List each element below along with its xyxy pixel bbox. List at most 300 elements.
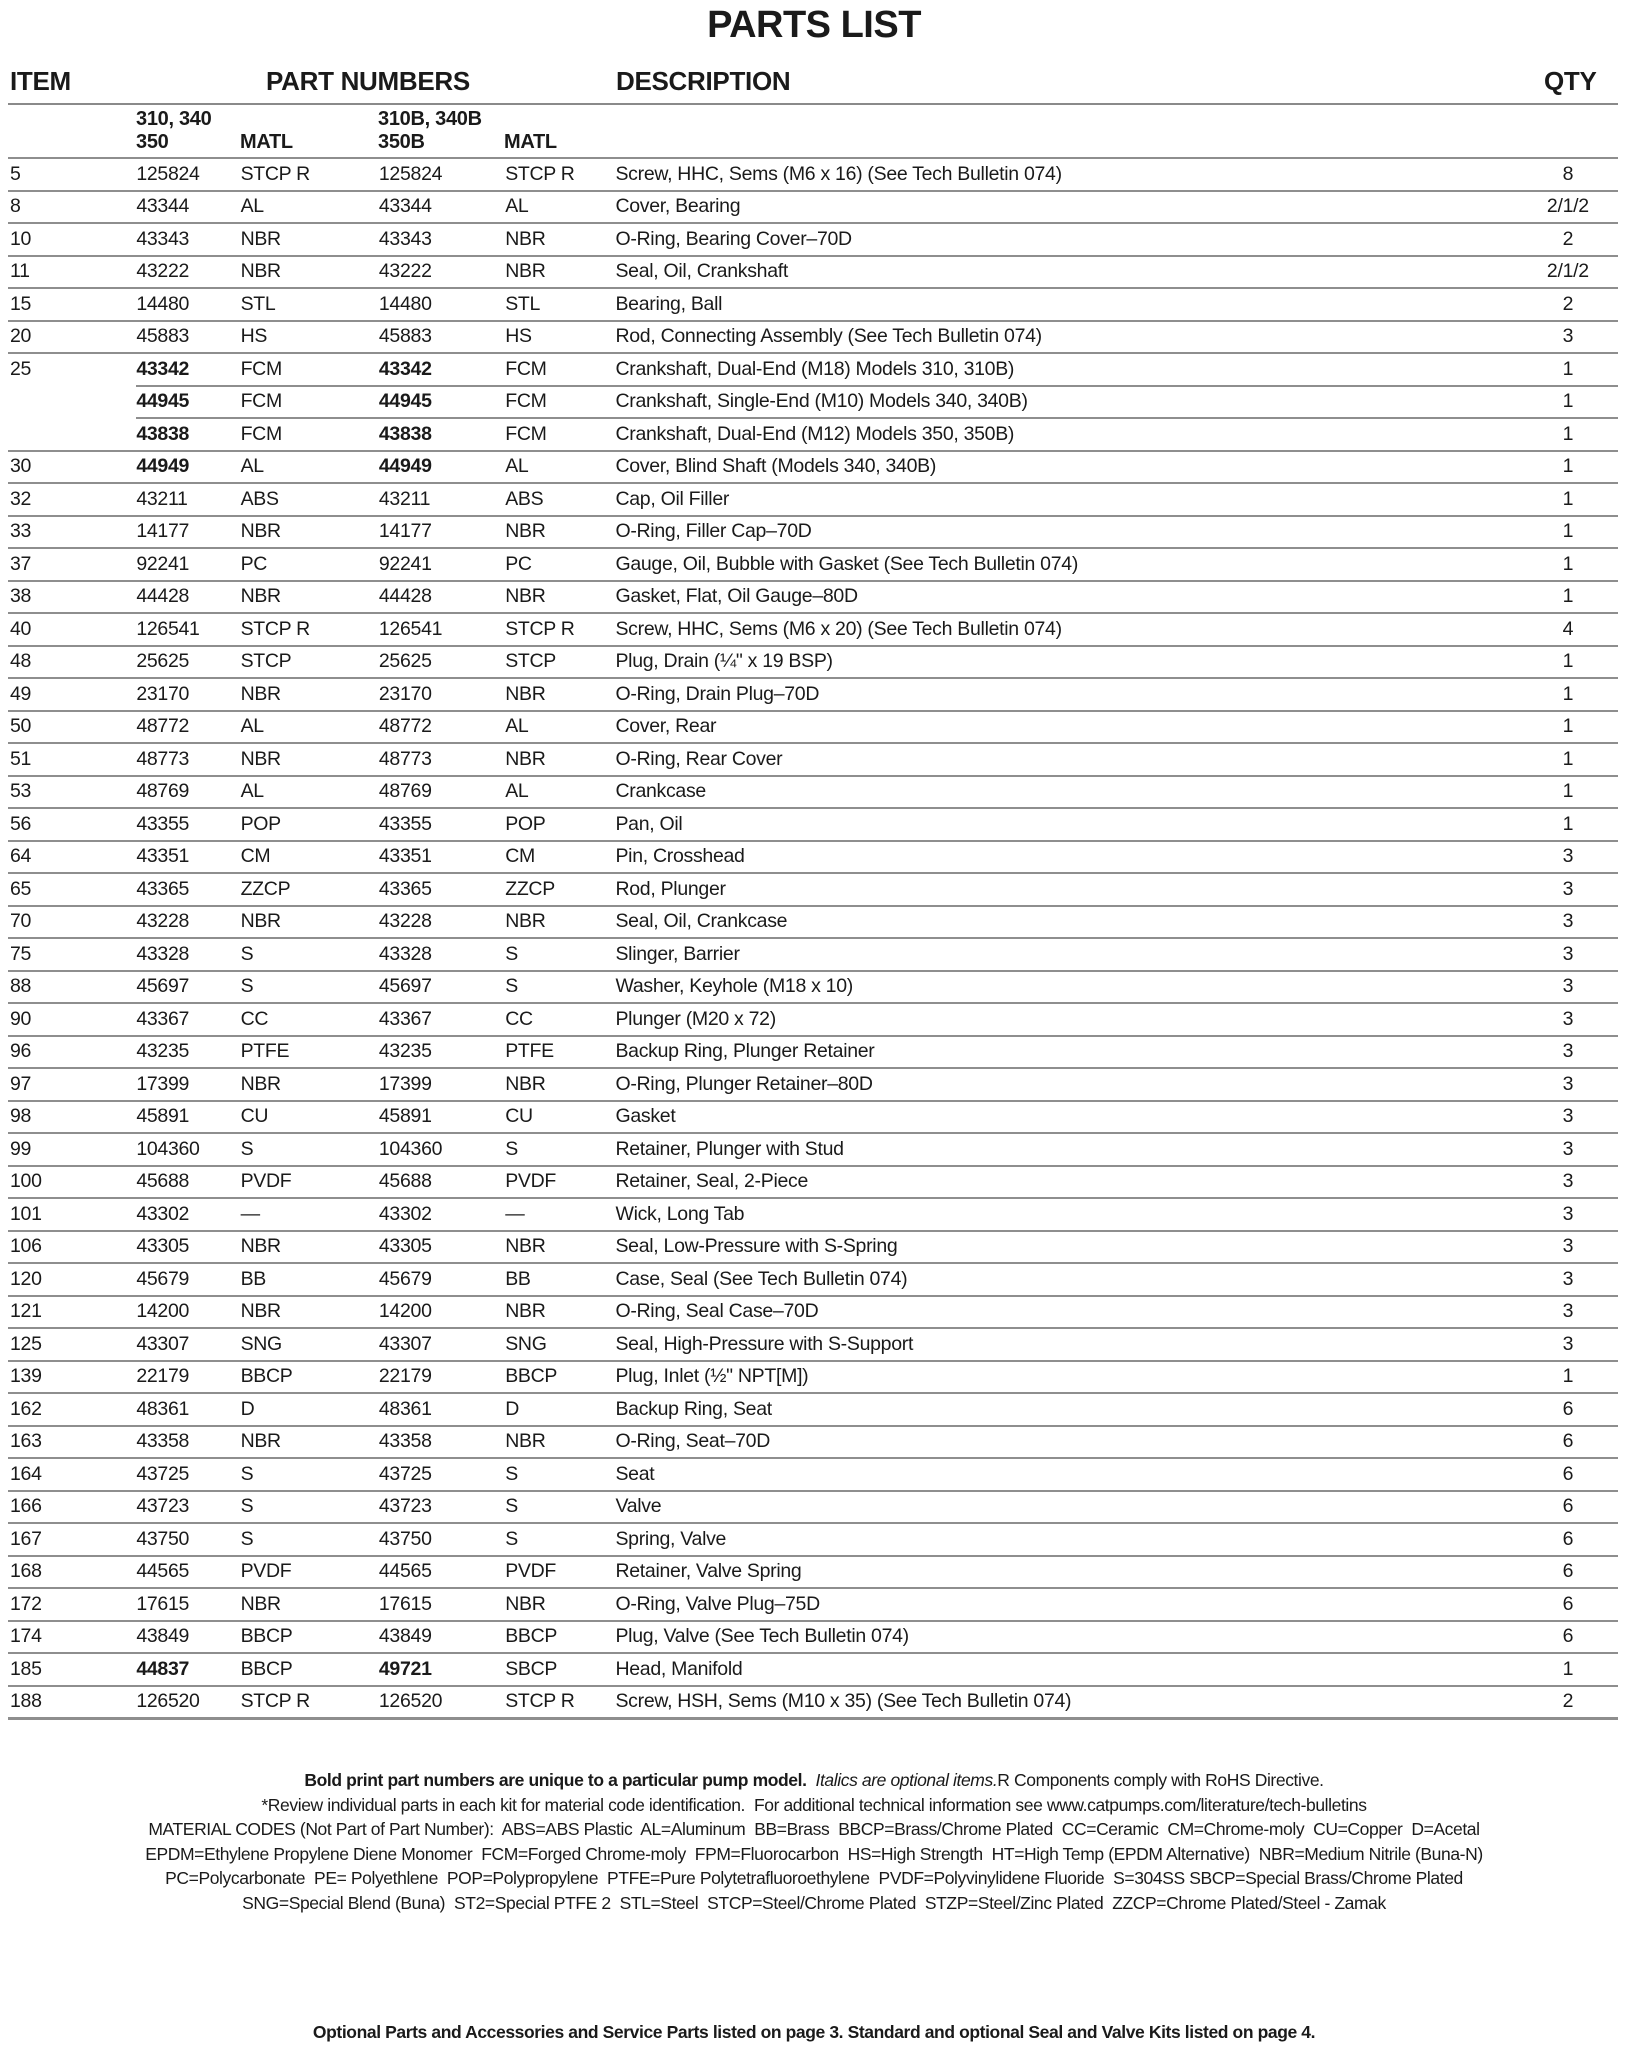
quantity: 6 [1518, 1458, 1618, 1491]
material-standard: BBCP [241, 1621, 379, 1654]
description: Seal, High-Pressure with S-Support [615, 1328, 1517, 1361]
quantity: 3 [1518, 841, 1618, 874]
item-number: 48 [8, 646, 136, 679]
material-codes-line-4: SNG=Special Blend (Buna) ST2=Special PTFE 2 STL=Steel STCP=Steel/Chrome Plated STZP=Steel/Zinc Plated ZZCP=Chrome Plated/Steel - Zamak [242, 1892, 1386, 1913]
quantity: 3 [1518, 1003, 1618, 1036]
model-group-2-line2: 350B [378, 131, 425, 153]
description: Cover, Rear [615, 711, 1517, 744]
material-standard: STCP [241, 646, 379, 679]
table-row [8, 938, 1618, 971]
part-number-standard: 126541 [136, 613, 240, 646]
part-number-b-model: 43367 [379, 1003, 505, 1036]
table-row [8, 743, 1618, 776]
item-number: 90 [8, 1003, 136, 1036]
part-number-standard: 23170 [136, 678, 240, 711]
material-standard: NBR [241, 1068, 379, 1101]
description: Wick, Long Tab [615, 1198, 1517, 1231]
quantity: 6 [1518, 1556, 1618, 1589]
part-number-standard: 44428 [136, 581, 240, 614]
part-number-b-model: 14200 [379, 1296, 505, 1329]
part-number-b-model: 44565 [379, 1556, 505, 1589]
quantity: 3 [1518, 1263, 1618, 1296]
table-row [8, 1393, 1618, 1426]
table-row [8, 483, 1618, 516]
description: Crankshaft, Dual-End (M12) Models 350, 350B) [615, 418, 1517, 451]
description: Cap, Oil Filler [615, 483, 1517, 516]
part-number-b-model: 45688 [379, 1166, 505, 1199]
item-number: 120 [8, 1263, 136, 1296]
part-number-standard: 43328 [136, 938, 240, 971]
table-row [8, 1361, 1618, 1394]
item-number: 100 [8, 1166, 136, 1199]
description: O-Ring, Rear Cover [615, 743, 1517, 776]
material-b-model: STCP [505, 646, 615, 679]
material-standard: S [241, 1133, 379, 1166]
description: Crankcase [615, 776, 1517, 809]
quantity: 1 [1518, 711, 1618, 744]
material-b-model: STCP R [505, 158, 615, 191]
description: Pan, Oil [615, 808, 1517, 841]
quantity: 1 [1518, 776, 1618, 809]
description: O-Ring, Seal Case–70D [615, 1296, 1517, 1329]
material-standard: CU [241, 1101, 379, 1134]
model-group-1-line1: 310, 340 [136, 108, 212, 130]
material-b-model: FCM [505, 386, 615, 419]
item-number: 185 [8, 1653, 136, 1686]
table-row [8, 1523, 1618, 1556]
material-b-model: ZZCP [505, 873, 615, 906]
material-standard: NBR [241, 1426, 379, 1459]
part-number-standard: 104360 [136, 1133, 240, 1166]
description: O-Ring, Valve Plug–75D [615, 1588, 1517, 1621]
item-number: 11 [8, 256, 136, 289]
material-standard: NBR [241, 516, 379, 549]
quantity: 6 [1518, 1523, 1618, 1556]
part-number-standard: 125824 [136, 158, 240, 191]
part-number-b-model: 126520 [379, 1686, 505, 1719]
part-number-b-model: 45891 [379, 1101, 505, 1134]
material-b-model: NBR [505, 1426, 615, 1459]
quantity: 1 [1518, 353, 1618, 386]
part-number-b-model: 43342 [379, 353, 505, 386]
item-number: 10 [8, 223, 136, 256]
description: Retainer, Valve Spring [615, 1556, 1517, 1589]
item-number: 139 [8, 1361, 136, 1394]
quantity: 1 [1518, 743, 1618, 776]
description: Valve [615, 1491, 1517, 1524]
part-number-b-model: 48773 [379, 743, 505, 776]
part-number-b-model: 43228 [379, 906, 505, 939]
description: Screw, HHC, Sems (M6 x 20) (See Tech Bulletin 074) [615, 613, 1517, 646]
material-standard: STCP R [241, 158, 379, 191]
part-number-standard: 43723 [136, 1491, 240, 1524]
material-standard: S [241, 1458, 379, 1491]
part-number-standard: 92241 [136, 548, 240, 581]
item-number: 20 [8, 321, 136, 354]
part-number-b-model: 92241 [379, 548, 505, 581]
material-b-model: NBR [505, 223, 615, 256]
table-row [8, 906, 1618, 939]
material-b-model: NBR [505, 516, 615, 549]
material-standard: PC [241, 548, 379, 581]
description: Plunger (M20 x 72) [615, 1003, 1517, 1036]
description: Washer, Keyhole (M18 x 10) [615, 971, 1517, 1004]
part-number-b-model: 49721 [379, 1653, 505, 1686]
part-number-b-model: 43750 [379, 1523, 505, 1556]
quantity: 6 [1518, 1621, 1618, 1654]
material-standard: BBCP [241, 1653, 379, 1686]
part-number-standard: 43838 [136, 418, 240, 451]
quantity: 1 [1518, 483, 1618, 516]
table-row [8, 223, 1618, 256]
part-number-standard: 43222 [136, 256, 240, 289]
item-number: 65 [8, 873, 136, 906]
part-number-standard: 43235 [136, 1036, 240, 1069]
material-b-model: PVDF [505, 1556, 615, 1589]
part-number-standard: 14480 [136, 288, 240, 321]
quantity: 3 [1518, 321, 1618, 354]
review-note: *Review individual parts in each kit for material code identification. For additional technical information see www.catpumps.com/literature/tech-bulletins [261, 1794, 1367, 1815]
item-number: 98 [8, 1101, 136, 1134]
part-number-standard: 43351 [136, 841, 240, 874]
quantity: 1 [1518, 548, 1618, 581]
item-number: 96 [8, 1036, 136, 1069]
material-standard: CM [241, 841, 379, 874]
material-b-model: PTFE [505, 1036, 615, 1069]
table-row [8, 1426, 1618, 1459]
parts-table [8, 157, 1618, 1720]
part-number-standard: 44945 [136, 386, 240, 419]
table-row [8, 808, 1618, 841]
part-number-standard: 43211 [136, 483, 240, 516]
table-row [8, 548, 1618, 581]
material-b-model: STCP R [505, 1686, 615, 1719]
material-standard: AL [241, 191, 379, 224]
description: Backup Ring, Plunger Retainer [615, 1036, 1517, 1069]
part-number-standard: 25625 [136, 646, 240, 679]
material-b-model: SNG [505, 1328, 615, 1361]
material-standard: STCP R [241, 613, 379, 646]
quantity: 6 [1518, 1491, 1618, 1524]
model-group-2-line1: 310B, 340B [378, 108, 482, 130]
column-header-item: ITEM [10, 66, 71, 96]
material-b-model: NBR [505, 906, 615, 939]
table-row [8, 1491, 1618, 1524]
part-number-standard: 48769 [136, 776, 240, 809]
item-number [8, 386, 136, 419]
item-number: 167 [8, 1523, 136, 1556]
part-number-standard: 43358 [136, 1426, 240, 1459]
part-number-b-model: 43344 [379, 191, 505, 224]
material-b-model: NBR [505, 1588, 615, 1621]
quantity: 1 [1518, 646, 1618, 679]
column-header-qty: QTY [1544, 66, 1597, 96]
description: Gauge, Oil, Bubble with Gasket (See Tech Bulletin 074) [615, 548, 1517, 581]
description: Cover, Blind Shaft (Models 340, 340B) [615, 451, 1517, 484]
part-number-b-model: 23170 [379, 678, 505, 711]
material-b-model: STCP R [505, 613, 615, 646]
material-standard: D [241, 1393, 379, 1426]
quantity: 3 [1518, 938, 1618, 971]
part-number-b-model: 43302 [379, 1198, 505, 1231]
table-row [8, 418, 1618, 451]
item-number: 88 [8, 971, 136, 1004]
material-standard: — [241, 1198, 379, 1231]
item-number: 50 [8, 711, 136, 744]
material-b-model: CM [505, 841, 615, 874]
table-row [8, 581, 1618, 614]
material-b-model: AL [505, 776, 615, 809]
description: Retainer, Plunger with Stud [615, 1133, 1517, 1166]
item-number: 30 [8, 451, 136, 484]
part-number-b-model: 43343 [379, 223, 505, 256]
part-number-b-model: 45883 [379, 321, 505, 354]
material-standard: S [241, 1523, 379, 1556]
part-number-standard: 43228 [136, 906, 240, 939]
description: O-Ring, Seat–70D [615, 1426, 1517, 1459]
description: Plug, Drain (¼" x 19 BSP) [615, 646, 1517, 679]
material-b-model: AL [505, 191, 615, 224]
material-b-model: S [505, 971, 615, 1004]
description: Head, Manifold [615, 1653, 1517, 1686]
part-number-b-model: 125824 [379, 158, 505, 191]
material-b-model: HS [505, 321, 615, 354]
material-b-model: POP [505, 808, 615, 841]
column-header-description: DESCRIPTION [616, 66, 791, 96]
item-number: 33 [8, 516, 136, 549]
table-row [8, 711, 1618, 744]
quantity: 3 [1518, 1101, 1618, 1134]
model-group-1-header [136, 108, 211, 154]
quantity: 3 [1518, 1231, 1618, 1264]
part-number-b-model: 43355 [379, 808, 505, 841]
part-number-standard: 45697 [136, 971, 240, 1004]
table-row [8, 386, 1618, 419]
item-number: 166 [8, 1491, 136, 1524]
part-number-b-model: 44945 [379, 386, 505, 419]
item-number: 32 [8, 483, 136, 516]
material-standard: SNG [241, 1328, 379, 1361]
table-row [8, 256, 1618, 289]
part-number-b-model: 43838 [379, 418, 505, 451]
table-row [8, 1068, 1618, 1101]
material-standard: ZZCP [241, 873, 379, 906]
quantity: 2 [1518, 288, 1618, 321]
footer-note: Optional Parts and Accessories and Service Parts listed on page 3. Standard and optional Seal and Valve Kits listed on page 4. [312, 2022, 1316, 2042]
table-row [8, 516, 1618, 549]
description: Seal, Low-Pressure with S-Spring [615, 1231, 1517, 1264]
part-number-standard: 43750 [136, 1523, 240, 1556]
rohs-note: R Components comply with RoHS Directive. [997, 1770, 1324, 1790]
description: Screw, HSH, Sems (M10 x 35) (See Tech Bulletin 074) [615, 1686, 1517, 1719]
material-b-model: S [505, 1523, 615, 1556]
material-standard: PTFE [241, 1036, 379, 1069]
part-number-b-model: 43307 [379, 1328, 505, 1361]
table-row [8, 971, 1618, 1004]
table-row [8, 1556, 1618, 1589]
material-standard: AL [241, 451, 379, 484]
item-number: 106 [8, 1231, 136, 1264]
material-b-model: BBCP [505, 1361, 615, 1394]
material-b-model: D [505, 1393, 615, 1426]
part-number-b-model: 126541 [379, 613, 505, 646]
quantity: 3 [1518, 1328, 1618, 1361]
material-b-model: NBR [505, 1296, 615, 1329]
part-number-standard: 126520 [136, 1686, 240, 1719]
part-number-b-model: 43358 [379, 1426, 505, 1459]
material-b-model: SBCP [505, 1653, 615, 1686]
quantity: 1 [1518, 581, 1618, 614]
part-number-b-model: 44428 [379, 581, 505, 614]
description: Pin, Crosshead [615, 841, 1517, 874]
item-number: 172 [8, 1588, 136, 1621]
part-number-b-model: 43328 [379, 938, 505, 971]
quantity: 3 [1518, 1166, 1618, 1199]
table-row [8, 1621, 1618, 1654]
quantity: 6 [1518, 1393, 1618, 1426]
description: Plug, Valve (See Tech Bulletin 074) [615, 1621, 1517, 1654]
part-number-standard: 43355 [136, 808, 240, 841]
quantity: 6 [1518, 1426, 1618, 1459]
part-number-b-model: 45697 [379, 971, 505, 1004]
part-number-standard: 43849 [136, 1621, 240, 1654]
part-number-standard: 48772 [136, 711, 240, 744]
description: Rod, Plunger [615, 873, 1517, 906]
part-number-b-model: 43365 [379, 873, 505, 906]
table-row [8, 1653, 1618, 1686]
quantity: 2/1/2 [1518, 256, 1618, 289]
material-standard: BB [241, 1263, 379, 1296]
material-standard: S [241, 938, 379, 971]
table-row [8, 873, 1618, 906]
matl-2-header: MATL [504, 131, 557, 153]
material-standard: HS [241, 321, 379, 354]
item-number: 53 [8, 776, 136, 809]
quantity: 1 [1518, 516, 1618, 549]
quantity: 4 [1518, 613, 1618, 646]
description: Seat [615, 1458, 1517, 1491]
part-number-b-model: 22179 [379, 1361, 505, 1394]
table-row [8, 1263, 1618, 1296]
part-number-standard: 45883 [136, 321, 240, 354]
description: Slinger, Barrier [615, 938, 1517, 971]
material-standard: NBR [241, 906, 379, 939]
part-number-b-model: 43222 [379, 256, 505, 289]
material-standard: STL [241, 288, 379, 321]
description: Seal, Oil, Crankcase [615, 906, 1517, 939]
part-number-standard: 43302 [136, 1198, 240, 1231]
description: Crankshaft, Dual-End (M18) Models 310, 310B) [615, 353, 1517, 386]
quantity: 3 [1518, 1133, 1618, 1166]
item-number: 51 [8, 743, 136, 776]
material-b-model: S [505, 1491, 615, 1524]
description: Rod, Connecting Assembly (See Tech Bulletin 074) [615, 321, 1517, 354]
matl-1-header: MATL [240, 131, 293, 153]
bold-note: Bold print part numbers are unique to a particular pump model. [304, 1770, 807, 1790]
part-number-standard: 48361 [136, 1393, 240, 1426]
material-b-model: S [505, 1133, 615, 1166]
column-header-part-numbers: PART NUMBERS [266, 66, 470, 96]
quantity: 3 [1518, 1296, 1618, 1329]
material-standard: S [241, 1491, 379, 1524]
item-number: 168 [8, 1556, 136, 1589]
table-row [8, 1101, 1618, 1134]
item-number: 56 [8, 808, 136, 841]
quantity: 1 [1518, 451, 1618, 484]
part-number-standard: 45688 [136, 1166, 240, 1199]
material-standard: STCP R [241, 1686, 379, 1719]
description: Gasket, Flat, Oil Gauge–80D [615, 581, 1517, 614]
table-row [8, 1296, 1618, 1329]
quantity: 3 [1518, 1036, 1618, 1069]
description: Spring, Valve [615, 1523, 1517, 1556]
header-divider [8, 103, 1618, 105]
material-standard: AL [241, 776, 379, 809]
material-b-model: — [505, 1198, 615, 1231]
quantity: 1 [1518, 808, 1618, 841]
quantity: 1 [1518, 1361, 1618, 1394]
part-number-b-model: 48772 [379, 711, 505, 744]
item-number: 164 [8, 1458, 136, 1491]
italic-note: Italics are optional items. [815, 1770, 998, 1790]
table-row [8, 1198, 1618, 1231]
quantity: 2 [1518, 1686, 1618, 1719]
table-row [8, 1036, 1618, 1069]
material-standard: NBR [241, 678, 379, 711]
part-number-standard: 48773 [136, 743, 240, 776]
part-number-b-model: 43723 [379, 1491, 505, 1524]
item-number: 37 [8, 548, 136, 581]
table-row [8, 321, 1618, 354]
item-number: 97 [8, 1068, 136, 1101]
material-b-model: AL [505, 711, 615, 744]
part-number-standard: 44565 [136, 1556, 240, 1589]
description: Plug, Inlet (½" NPT[M]) [615, 1361, 1517, 1394]
description: Cover, Bearing [615, 191, 1517, 224]
notes-block [0, 1768, 1628, 1915]
part-number-b-model: 14480 [379, 288, 505, 321]
material-b-model: NBR [505, 1231, 615, 1264]
material-standard: NBR [241, 1231, 379, 1264]
part-number-b-model: 48769 [379, 776, 505, 809]
table-row [8, 288, 1618, 321]
material-b-model: FCM [505, 353, 615, 386]
part-number-standard: 43365 [136, 873, 240, 906]
part-number-standard: 14200 [136, 1296, 240, 1329]
item-number: 174 [8, 1621, 136, 1654]
material-b-model: NBR [505, 743, 615, 776]
material-b-model: BBCP [505, 1621, 615, 1654]
material-standard: BBCP [241, 1361, 379, 1394]
description: Screw, HHC, Sems (M6 x 16) (See Tech Bulletin 074) [615, 158, 1517, 191]
item-number: 49 [8, 678, 136, 711]
quantity: 1 [1518, 678, 1618, 711]
description: Crankshaft, Single-End (M10) Models 340, 340B) [615, 386, 1517, 419]
part-number-b-model: 43725 [379, 1458, 505, 1491]
quantity: 6 [1518, 1588, 1618, 1621]
material-standard: NBR [241, 256, 379, 289]
material-standard: NBR [241, 581, 379, 614]
quantity: 1 [1518, 418, 1618, 451]
quantity: 8 [1518, 158, 1618, 191]
material-b-model: PC [505, 548, 615, 581]
part-number-b-model: 43211 [379, 483, 505, 516]
material-standard: CC [241, 1003, 379, 1036]
material-b-model: NBR [505, 1068, 615, 1101]
part-number-standard: 22179 [136, 1361, 240, 1394]
material-b-model: CC [505, 1003, 615, 1036]
description: Backup Ring, Seat [615, 1393, 1517, 1426]
